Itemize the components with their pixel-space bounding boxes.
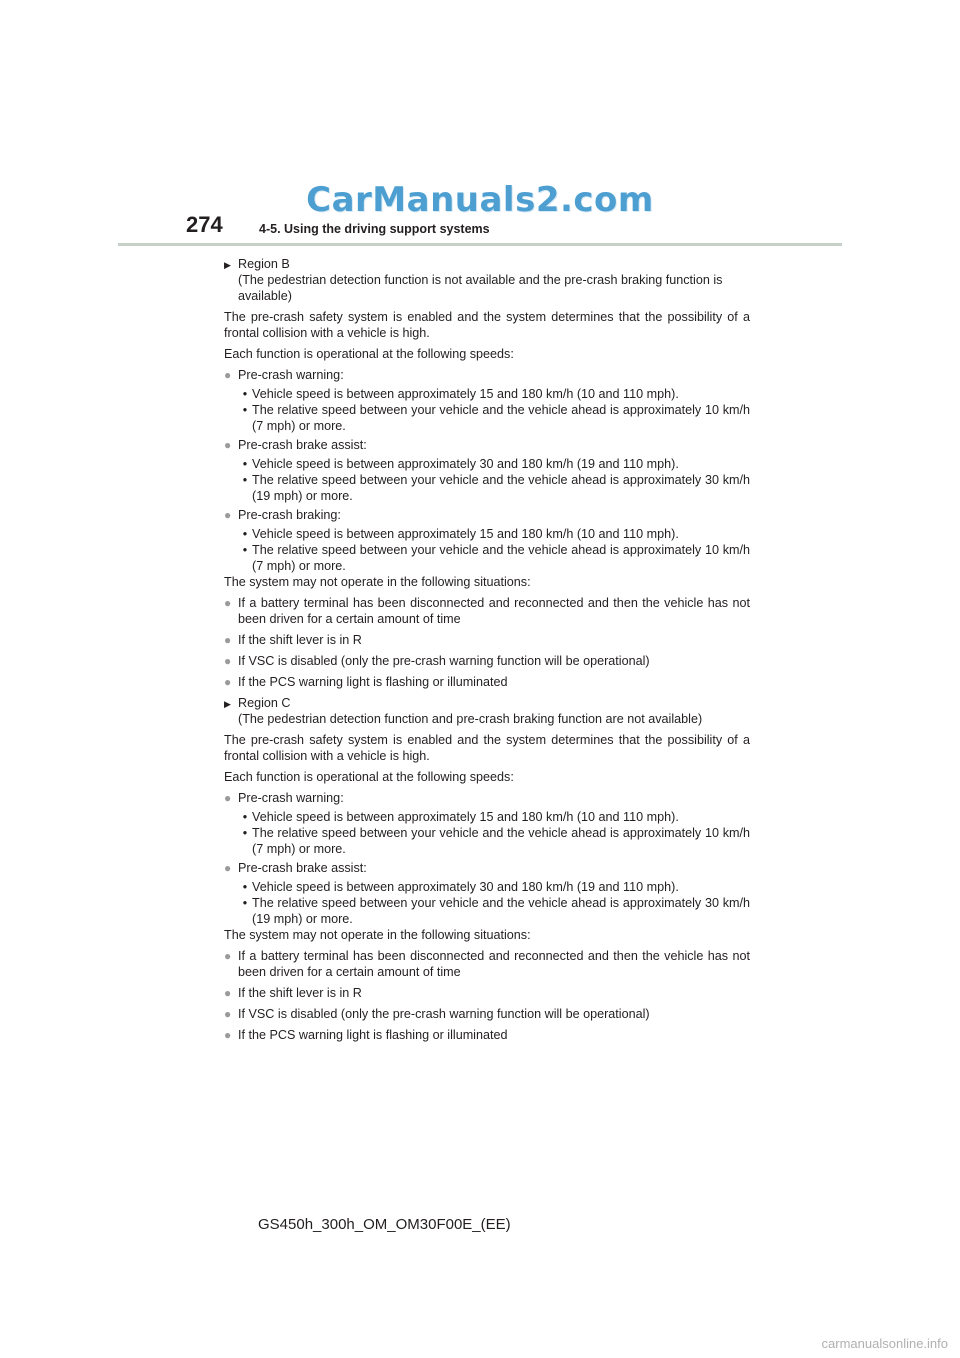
bullet-icon: ● — [224, 986, 232, 1000]
list-item: ● If a battery terminal has been disconnected and reconnected and then the vehicle has not been driven for a certain amount of time — [224, 949, 750, 979]
list-item: • The relative speed between your vehicle and the vehicle ahead is approximately 30 km/h (19 mph) or more. — [242, 896, 750, 926]
bullet-icon: ● — [224, 508, 232, 522]
region-b-heading — [224, 256, 750, 304]
list-item: • Vehicle speed is between approximately 15 and 180 km/h (10 and 110 mph). — [242, 527, 679, 541]
region-c-speeds-intro: Each function is operational at the following speeds: — [224, 770, 514, 784]
sub-list — [238, 386, 750, 434]
list-item: • Vehicle speed is between approximately 15 and 180 km/h (10 and 110 mph). — [242, 810, 679, 824]
function-label: Pre-crash warning: — [238, 791, 344, 805]
list-item: ● If VSC is disabled (only the pre-crash warning function will be operational) — [224, 1007, 650, 1021]
bullet-icon: ● — [224, 596, 232, 610]
list-item: • The relative speed between your vehicle and the vehicle ahead is approximately 10 km/h (7 mph) or more. — [242, 543, 750, 573]
section-title: 4-5. Using the driving support systems — [259, 222, 490, 236]
region-c-not-operate: The system may not operate in the following situations: — [224, 928, 531, 942]
bullet-icon: ● — [224, 1007, 232, 1021]
list-item — [224, 507, 750, 523]
list-item: ● If the shift lever is in R — [224, 633, 362, 647]
bullet-icon: ● — [224, 861, 232, 875]
bullet-icon: ● — [224, 1028, 232, 1042]
list-item: • Vehicle speed is between approximately 15 and 180 km/h (10 and 110 mph). — [242, 387, 679, 401]
bullet-icon: ● — [224, 438, 232, 452]
function-label: Pre-crash brake assist: — [238, 861, 367, 875]
list-item: • The relative speed between your vehicle and the vehicle ahead is approximately 10 km/h (7 mph) or more. — [242, 403, 750, 433]
document-code: GS450h_300h_OM_OM30F00E_(EE) — [258, 1216, 511, 1233]
region-b-speeds-intro: Each function is operational at the following speeds: — [224, 347, 514, 361]
region-b-title: Region B — [238, 257, 290, 271]
sub-list — [238, 456, 750, 504]
region-c-heading — [224, 695, 750, 727]
page-content — [224, 256, 750, 1048]
list-item: ● If the PCS warning light is flashing or illuminated — [224, 675, 508, 689]
region-b-subtitle: (The pedestrian detection function is not available and the pre-crash braking function is available) — [238, 273, 723, 303]
list-item: • The relative speed between your vehicle and the vehicle ahead is approximately 10 km/h (7 mph) or more. — [242, 826, 750, 856]
list-item: ● If the shift lever is in R — [224, 986, 362, 1000]
function-label: Pre-crash braking: — [238, 508, 341, 522]
list-item — [224, 790, 750, 806]
function-label: Pre-crash brake assist: — [238, 438, 367, 452]
list-item — [224, 437, 750, 453]
region-b-intro: The pre-crash safety system is enabled and the system determines that the possibility of a frontal collision with a vehicle is high. — [224, 310, 750, 340]
bullet-icon: ● — [224, 368, 232, 382]
sub-list — [238, 809, 750, 857]
list-item: ● If the PCS warning light is flashing or illuminated — [224, 1028, 508, 1042]
bullet-icon: ● — [224, 675, 232, 689]
list-item: ● If a battery terminal has been disconnected and reconnected and then the vehicle has not been driven for a certain amount of time — [224, 596, 750, 626]
page-number: 274 — [186, 212, 223, 237]
bullet-icon: ● — [224, 949, 232, 963]
triangle-right-icon: ▶ — [224, 260, 231, 270]
list-item: • Vehicle speed is between approximately 30 and 180 km/h (19 and 110 mph). — [242, 457, 679, 471]
bullet-icon: ● — [224, 633, 232, 647]
watermark-footer: carmanualsonline.info — [821, 1336, 948, 1351]
list-item: • Vehicle speed is between approximately 30 and 180 km/h (19 and 110 mph). — [242, 880, 679, 894]
watermark-logo: CarManuals2.com — [306, 180, 654, 220]
header-divider — [118, 243, 842, 246]
region-c-subtitle: (The pedestrian detection function and pre-crash braking function are not available) — [238, 712, 703, 726]
bullet-icon: ● — [224, 654, 232, 668]
sub-list — [238, 526, 750, 574]
function-label: Pre-crash warning: — [238, 368, 344, 382]
list-item — [224, 367, 750, 383]
list-item — [224, 860, 750, 876]
bullet-icon: ● — [224, 791, 232, 805]
region-b-not-operate: The system may not operate in the following situations: — [224, 575, 531, 589]
sub-list — [238, 879, 750, 927]
list-item: • The relative speed between your vehicle and the vehicle ahead is approximately 30 km/h (19 mph) or more. — [242, 473, 750, 503]
list-item: ● If VSC is disabled (only the pre-crash warning function will be operational) — [224, 654, 650, 668]
region-c-title: Region C — [238, 696, 291, 710]
region-c-intro: The pre-crash safety system is enabled and the system determines that the possibility of a frontal collision with a vehicle is high. — [224, 733, 750, 763]
triangle-right-icon: ▶ — [224, 699, 231, 709]
